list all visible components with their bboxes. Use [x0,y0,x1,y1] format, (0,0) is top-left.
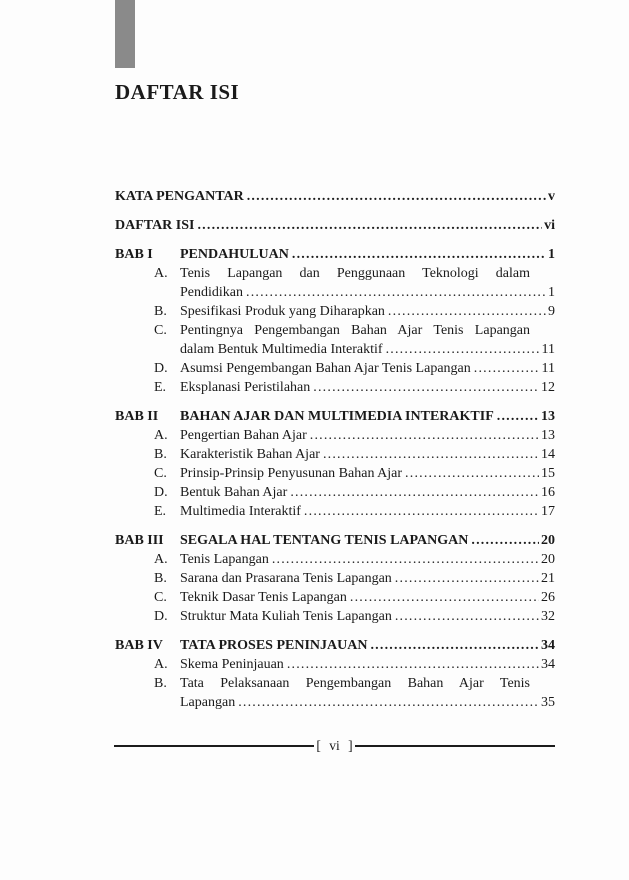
entry-line [180,359,555,378]
entry-letter: C. [154,590,167,605]
entry-title: SEGALA HAL TENTANG TENIS LAPANGAN [180,533,469,548]
entry-title: Struktur Mata Kuliah Tenis Lapangan [180,609,392,624]
dot-leader [386,340,540,359]
entry-title: dalam Bentuk Multimedia Interaktif [180,342,383,357]
footer-rule-left [114,745,314,747]
entry-title: Asumsi Pengembangan Bahan Ajar Tenis Lapangan [180,361,471,376]
page-number: 1 [548,247,555,262]
page-number: 15 [541,466,555,481]
toc-entry [115,245,555,264]
entry-title: Tenis Lapangan [180,552,269,567]
page-number: 35 [541,695,555,710]
page-number: v [548,189,555,204]
dot-leader [238,693,539,712]
dot-leader [272,550,539,569]
page-title: DAFTAR ISI [115,80,240,104]
entry-line [180,655,555,674]
entry-line [180,407,555,426]
entry-line: Tata Pelaksanaan Pengembangan Bahan Ajar Tenis [180,676,530,691]
entry-content [180,321,555,359]
gray-accent-bar [115,0,135,68]
dot-leader [350,588,539,607]
entry-content [180,426,555,445]
entry-title: Multimedia Interaktif [180,504,301,519]
page-number: 12 [541,380,555,395]
entry-line [180,550,555,569]
entry-content [180,264,555,302]
entry-title: Sarana dan Prasarana Tenis Lapangan [180,571,392,586]
footer-rule-right [355,745,555,747]
entry-title: Skema Peninjauan [180,657,284,672]
toc-entry [115,426,555,445]
entry-title: DAFTAR ISI [115,218,195,233]
toc-entry [115,636,555,655]
entry-content [180,636,555,655]
entry-line [180,464,555,483]
entry-letter: A. [154,657,168,672]
entry-letter: D. [154,361,168,376]
entry-letter: A. [154,552,168,567]
chapter-label: BAB III [115,533,164,548]
footer-page-indicator: [ vi ] [316,738,353,753]
entry-line [180,245,555,264]
page-number: 20 [541,552,555,567]
entry-content [180,502,555,521]
entry-content [180,607,555,626]
entry-line [180,340,555,359]
entry-title: Prinsip-Prinsip Penyusunan Bahan Ajar [180,466,403,481]
entry-content [115,187,555,206]
entry-letter: B. [154,676,167,691]
toc-entry [115,407,555,426]
dot-leader [474,359,540,378]
entry-line [180,378,555,397]
toc-entry [115,302,555,321]
entry-content [180,245,555,264]
dot-leader [395,569,539,588]
entry-content [180,407,555,426]
entry-letter: A. [154,428,168,443]
entry-title: Karakteristik Bahan Ajar [180,447,320,462]
entry-line [180,588,555,607]
page-number: 34 [541,638,555,653]
page-number: vi [544,218,555,233]
entry-content [180,359,555,378]
dot-leader [388,302,546,321]
dot-leader [395,607,539,626]
dot-leader [197,216,542,235]
dot-leader [247,187,546,206]
page-number: 13 [541,409,555,424]
entry-letter: B. [154,304,167,319]
toc-entry [115,378,555,397]
entry-line [180,426,555,445]
entry-line [115,216,555,235]
page-number: 9 [548,304,555,319]
entry-content [180,569,555,588]
entry-content [180,674,555,712]
entry-content [180,550,555,569]
toc-list [115,187,555,712]
dot-leader [290,483,539,502]
entry-line: Pentingnya Pengembangan Bahan Ajar Tenis Lapangan [180,323,530,338]
dot-leader [313,378,539,397]
entry-line: Tenis Lapangan dan Penggunaan Teknologi dalam [180,266,530,281]
page-number: 26 [541,590,555,605]
entry-line [180,483,555,502]
entry-content [180,483,555,502]
entry-content [180,378,555,397]
entry-content [115,216,555,235]
toc-entry [115,550,555,569]
toc-entry [115,607,555,626]
entry-title: Eksplanasi Peristilahan [180,380,311,395]
entry-title: Pendidikan [180,285,243,300]
entry-letter: A. [154,266,168,281]
dot-leader [405,464,539,483]
entry-letter: C. [154,466,167,481]
toc-entry [115,674,555,712]
page-number: 16 [541,485,555,500]
page-number: 21 [541,571,555,586]
entry-content [180,445,555,464]
entry-letter: B. [154,571,167,586]
toc-entry [115,483,555,502]
dot-leader [246,283,546,302]
entry-title: Lapangan [180,695,236,710]
entry-title: KATA PENGANTAR [115,189,244,204]
page-number: 11 [541,361,555,376]
entry-letter: D. [154,609,168,624]
toc-entry [115,216,555,235]
entry-title: Bentuk Bahan Ajar [180,485,288,500]
toc-entry [115,531,555,550]
page-number: 13 [541,428,555,443]
entry-content [180,531,555,550]
dot-leader [471,531,539,550]
chapter-label: BAB II [115,409,159,424]
page-number: 34 [541,657,555,672]
entry-content [180,655,555,674]
entry-title: Spesifikasi Produk yang Diharapkan [180,304,385,319]
entry-title: BAHAN AJAR DAN MULTIMEDIA INTERAKTIF [180,409,494,424]
page-number: 17 [541,504,555,519]
toc-entry [115,502,555,521]
toc-entry [115,569,555,588]
entry-line [180,607,555,626]
chapter-label: BAB IV [115,638,163,653]
dot-leader [287,655,539,674]
dot-leader [497,407,539,426]
dot-leader [292,245,546,264]
entry-letter: E. [154,380,167,395]
entry-letter: B. [154,447,167,462]
page-number: 14 [541,447,555,462]
toc-entry [115,359,555,378]
entry-letter: D. [154,485,168,500]
page-number: 32 [541,609,555,624]
page-number: 1 [548,285,555,300]
toc-entry [115,655,555,674]
entry-line [180,502,555,521]
entry-line [180,636,555,655]
entry-content [180,588,555,607]
page-footer [114,738,555,754]
dot-leader [323,445,539,464]
page-number: 11 [541,342,555,357]
entry-line [180,569,555,588]
entry-letter: E. [154,504,167,519]
toc-entry [115,464,555,483]
entry-title: Pengertian Bahan Ajar [180,428,307,443]
toc-entry [115,445,555,464]
entry-title: TATA PROSES PENINJAUAN [180,638,368,653]
entry-title: Teknik Dasar Tenis Lapangan [180,590,347,605]
entry-line [180,693,555,712]
toc-entry [115,588,555,607]
toc-entry [115,264,555,302]
toc-entry [115,321,555,359]
entry-line [180,445,555,464]
dot-leader [304,502,539,521]
dot-leader [310,426,539,445]
entry-title: PENDAHULUAN [180,247,289,262]
entry-line [180,302,555,321]
entry-content [180,464,555,483]
entry-line [180,531,555,550]
entry-line [115,187,555,206]
entry-line [180,283,555,302]
chapter-label: BAB I [115,247,153,262]
entry-content [180,302,555,321]
page-number: 20 [541,533,555,548]
dot-leader [370,636,539,655]
entry-letter: C. [154,323,167,338]
toc-entry [115,187,555,206]
